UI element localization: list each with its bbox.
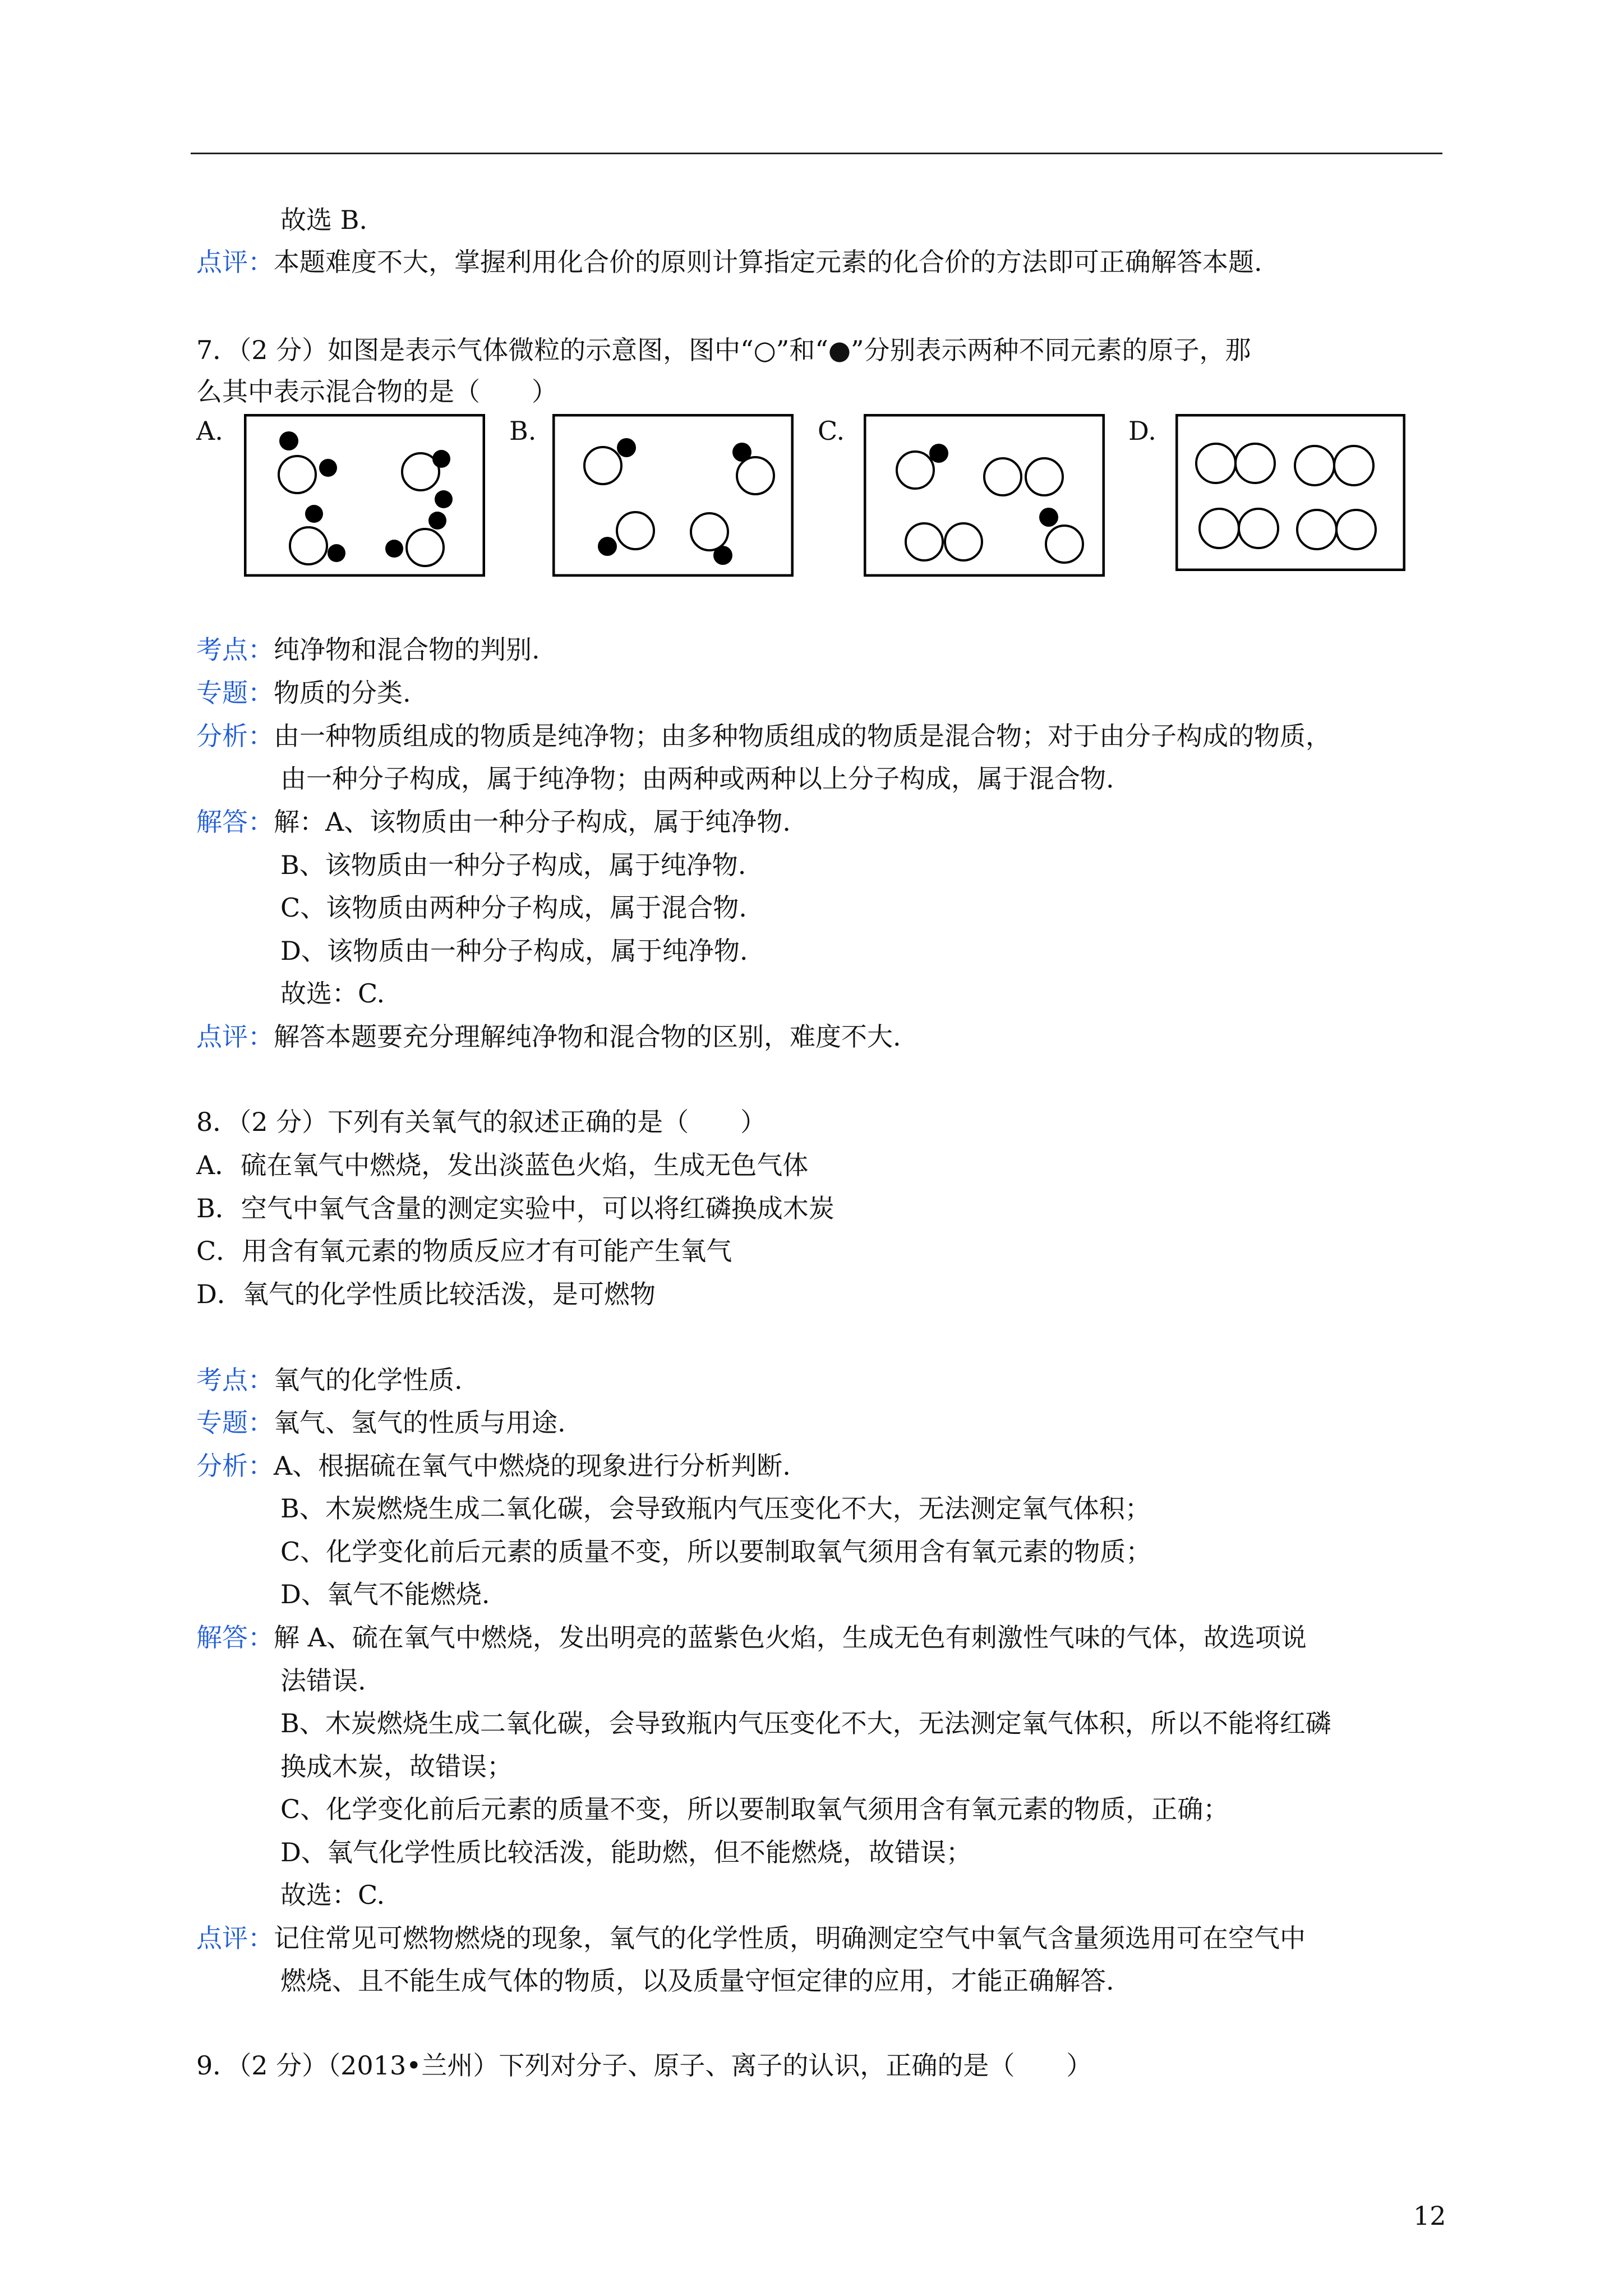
q7-dianping — [196, 1020, 901, 1053]
molecule-box-b — [552, 414, 794, 577]
prev-comment-text: 本题难度不大，掌握利用化合价的原则计算指定元素的化合价的方法即可正确解答本题. — [274, 247, 1262, 277]
q7-zhuanti-tag: 专题： — [196, 678, 274, 708]
q7-jieda-line1: 解：A、该物质由一种分子构成，属于纯净物. — [274, 807, 791, 837]
q8-kaodian-text: 氧气的化学性质. — [274, 1365, 463, 1395]
q7-option-d-label: D. — [1128, 416, 1156, 446]
prev-comment-tag: 点评： — [196, 247, 274, 277]
q7-stem-line1: 7．（2 分）如图是表示气体微粒的示意图，图中“○”和“●”分别表示两种不同元素的原子，那 — [196, 335, 1251, 365]
q7-dianping-tag: 点评： — [196, 1022, 274, 1052]
q7-fenxi-line1: 由一种物质组成的物质是纯净物；由多种物质组成的物质是混合物；对于由分子构成的物质， — [274, 721, 1331, 751]
q8-option-b: B．空气中氧气含量的测定实验中，可以将红磷换成木炭 — [196, 1193, 834, 1223]
q7-jieda-line5: 故选：C. — [280, 978, 385, 1009]
q8-zhuanti-text: 氧气、氢气的性质与用途. — [274, 1407, 566, 1438]
q8-stem: 8．（2 分）下列有关氧气的叙述正确的是（ ） — [196, 1107, 767, 1137]
q7-option-c-label: C. — [818, 416, 845, 446]
q8-dianping — [196, 1921, 1306, 1955]
q7-dianping-text: 解答本题要充分理解纯净物和混合物的区别，难度不大. — [274, 1022, 901, 1052]
q7-option-a-label: A. — [196, 416, 223, 446]
q8-kaodian-tag: 考点： — [196, 1365, 274, 1395]
q9-stem: 9．（2 分）（2013•兰州）下列对分子、原子、离子的认识，正确的是（ ） — [196, 2050, 1092, 2081]
page-number: 12 — [1413, 2201, 1446, 2231]
q8-dianping-line2: 燃烧、且不能生成气体的物质，以及质量守恒定律的应用，才能正确解答. — [280, 1966, 1114, 1996]
q7-options — [191, 414, 1442, 582]
prev-choice: 故选 B. — [280, 205, 368, 235]
q8-fenxi-line2: B、木炭燃烧生成二氧化碳，会导致瓶内气压变化不大，无法测定氧气体积； — [280, 1493, 1151, 1524]
q8-dianping-tag: 点评： — [196, 1923, 274, 1953]
q7-fenxi-tag: 分析： — [196, 721, 274, 751]
q7-option-b-label: B. — [509, 416, 537, 446]
q7-zhuanti — [196, 676, 411, 710]
q8-fenxi-line4: D、氧气不能燃烧. — [280, 1579, 490, 1609]
q8-jieda-line6: D、氧气化学性质比较活泼，能助燃，但不能燃烧，故错误； — [280, 1837, 972, 1867]
q7-fenxi — [196, 719, 1331, 753]
q8-jieda — [196, 1621, 1307, 1654]
prev-comment — [196, 245, 1262, 279]
q7-jieda-tag: 解答： — [196, 807, 274, 837]
molecule-box-a — [244, 414, 485, 577]
molecule-box-d — [1175, 414, 1405, 571]
molecule-box-c — [864, 414, 1105, 577]
q8-fenxi — [196, 1449, 791, 1483]
q8-zhuanti-tag: 专题： — [196, 1407, 274, 1438]
q8-jieda-line4: 换成木炭，故错误； — [280, 1751, 513, 1782]
q8-jieda-line2: 法错误. — [280, 1665, 366, 1696]
q8-jieda-line1: 解 A、硫在氧气中燃烧，发出明亮的蓝紫色火焰，生成无色有刺激性气味的气体，故选项说 — [274, 1622, 1307, 1653]
q8-jieda-line7: 故选：C. — [280, 1880, 385, 1910]
q8-kaodian — [196, 1363, 463, 1397]
q8-dianping-line1: 记住常见可燃物燃烧的现象，氧气的化学性质，明确测定空气中氧气含量须选用可在空气中 — [274, 1923, 1306, 1953]
q7-jieda — [196, 805, 791, 839]
q7-kaodian — [196, 633, 540, 666]
q8-fenxi-line1: A、根据硫在氧气中燃烧的现象进行分析判断. — [274, 1451, 791, 1481]
q8-fenxi-line3: C、化学变化前后元素的质量不变，所以要制取氧气须用含有氧元素的物质； — [280, 1536, 1152, 1567]
q8-jieda-tag: 解答： — [196, 1622, 274, 1653]
q8-zhuanti — [196, 1406, 566, 1439]
q7-fenxi-line2: 由一种分子构成，属于纯净物；由两种或两种以上分子构成，属于混合物. — [280, 763, 1114, 794]
header-rule — [191, 153, 1442, 154]
q8-option-d: D．氧气的化学性质比较活泼，是可燃物 — [196, 1279, 656, 1309]
q8-jieda-line5: C、化学变化前后元素的质量不变，所以要制取氧气须用含有氧元素的物质，正确； — [280, 1794, 1229, 1824]
q7-jieda-line4: D、该物质由一种分子构成，属于纯净物. — [280, 936, 748, 966]
q7-jieda-line3: C、该物质由两种分子构成，属于混合物. — [280, 892, 747, 923]
q7-stem-line2: 么其中表示混合物的是（ ） — [196, 376, 557, 407]
q7-kaodian-text: 纯净物和混合物的判别. — [274, 634, 540, 665]
q8-option-c: C．用含有氧元素的物质反应才有可能产生氧气 — [196, 1236, 732, 1266]
q8-option-a: A．硫在氧气中燃烧，发出淡蓝色火焰，生成无色气体 — [196, 1150, 809, 1180]
q7-kaodian-tag: 考点： — [196, 634, 274, 665]
q8-fenxi-tag: 分析： — [196, 1451, 274, 1481]
q7-zhuanti-text: 物质的分类. — [274, 678, 411, 708]
q7-jieda-line2: B、该物质由一种分子构成，属于纯净物. — [280, 850, 746, 880]
q8-jieda-line3: B、木炭燃烧生成二氧化碳，会导致瓶内气压变化不大，无法测定氧气体积，所以不能将红磷 — [280, 1708, 1331, 1738]
